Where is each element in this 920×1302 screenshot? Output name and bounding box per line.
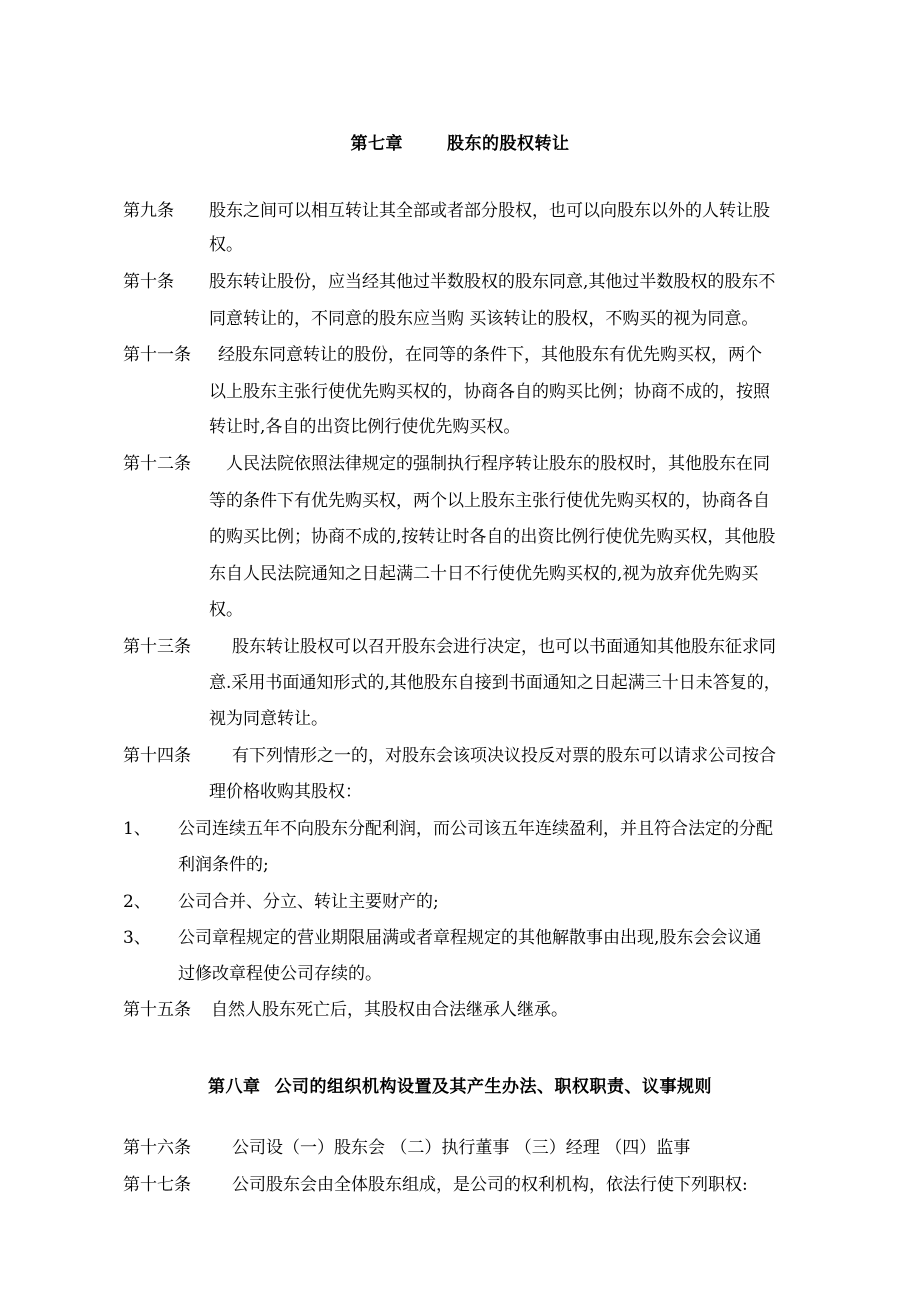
list-item-text-line: 利润条件的; — [178, 855, 269, 875]
list-item-text-line: 过修改章程使公司存续的。 — [178, 964, 382, 984]
article-text-line: 公司设（一）股东会 （二）执行董事 （三）经理 （四）监事 — [232, 1138, 691, 1158]
chapter-7-heading — [0, 129, 920, 154]
article-text-line: 股东转让股份，应当经其他过半数股权的股东同意,其他过半数股权的股东不 — [209, 272, 776, 292]
list-item-text-line: 公司连续五年不向股东分配利润，而公司该五年连续盈利，并且符合法定的分配 — [178, 819, 773, 839]
chapter-8-label: 第八章 — [208, 1077, 261, 1097]
article-text-line: 人民法院依照法律规定的强制执行程序转让股东的股权时，其他股东在同 — [226, 454, 770, 474]
list-item-text-line: 公司章程规定的营业期限届满或者章程规定的其他解散事由出现,股东会会议通 — [178, 928, 762, 948]
chapter-8-title: 公司的组织机构设置及其产生办法、职权职责、议事规则 — [274, 1077, 712, 1097]
list-item-number: 1、 — [123, 819, 151, 839]
article-text-line: 股东之间可以相互转让其全部或者部分股权，也可以向股东以外的人转让股 — [209, 201, 770, 221]
article-label: 第九条 — [123, 201, 174, 221]
list-item-text-line: 公司合并、分立、转让主要财产的; — [178, 892, 439, 912]
list-item-number: 2、 — [123, 892, 151, 912]
chapter-7-label: 第七章 — [350, 134, 403, 154]
article-label: 第十四条 — [123, 746, 191, 766]
article-label: 第十二条 — [123, 454, 191, 474]
article-label: 第十三条 — [123, 637, 191, 657]
article-label: 第十五条 — [123, 1000, 191, 1020]
article-text-line: 自然人股东死亡后，其股权由合法继承人继承。 — [211, 1000, 568, 1020]
article-label: 第十一条 — [123, 345, 191, 365]
article-text-line: 等的条件下有优先购买权，两个以上股东主张行使优先购买权的，协商各自 — [209, 491, 770, 511]
article-label: 第十七条 — [123, 1175, 191, 1195]
article-text-line: 意.采用书面通知形式的,其他股东自接到书面通知之日起满三十日未答复的， — [209, 673, 781, 693]
article-text-line: 东自人民法院通知之日起满二十日不行使优先购买权的,视为放弃优先购买 — [209, 564, 759, 584]
article-text-line: 转让时,各自的出资比例行使优先购买权。 — [209, 417, 521, 437]
article-label: 第十六条 — [123, 1138, 191, 1158]
article-text-line: 理价格收购其股权： — [209, 782, 362, 802]
article-text-line: 经股东同意转让的股份，在同等的条件下，其他股东有优先购买权，两个 — [218, 345, 762, 365]
article-text-line: 公司股东会由全体股东组成，是公司的权利机构，依法行使下列职权: — [232, 1175, 748, 1195]
article-text-line: 股东转让股权可以召开股东会进行决定，也可以书面通知其他股东征求同 — [232, 637, 776, 657]
list-item-number: 3、 — [123, 928, 151, 948]
article-text-line: 权。 — [209, 600, 243, 620]
article-text-line: 的购买比例；协商不成的,按转让时各自的出资比例行使优先购买权，其他股 — [209, 527, 776, 547]
article-text-line: 权。 — [209, 235, 243, 255]
chapter-7-title: 股东的股权转让 — [447, 134, 570, 154]
article-text-line: 以上股东主张行使优先购买权的，协商各自的购买比例；协商不成的，按照 — [209, 382, 770, 402]
article-label: 第十条 — [123, 272, 174, 292]
chapter-8-heading — [0, 1072, 920, 1097]
article-text-line: 有下列情形之一的，对股东会该项决议投反对票的股东可以请求公司按合 — [232, 746, 776, 766]
article-text-line: 同意转让的，不同意的股东应当购 买该转让的股权，不购买的视为同意。 — [209, 309, 759, 329]
article-text-line: 视为同意转让。 — [209, 709, 328, 729]
